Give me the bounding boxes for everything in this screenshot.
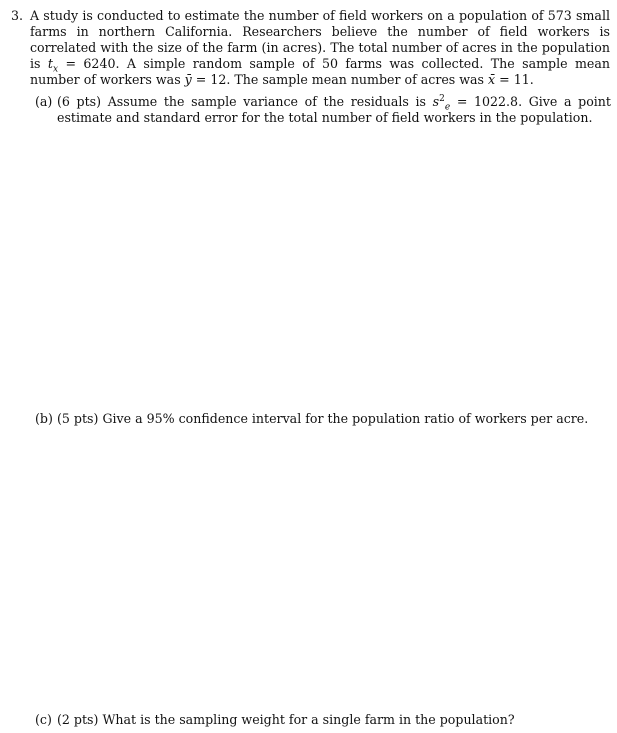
part-c-label: (c) — [35, 712, 52, 727]
part-c-text — [57, 712, 611, 728]
part-a — [35, 94, 611, 126]
part-a-points: (6 pts) — [57, 94, 102, 109]
stem-text-4: = 11. — [495, 72, 534, 87]
part-b-question: Give a 95% confidence interval for the population ratio of workers per acre. — [102, 411, 589, 426]
part-b-label: (b) — [35, 411, 53, 426]
part-c — [35, 712, 611, 728]
ybar-symbol: ȳ — [184, 72, 192, 87]
part-a-text — [57, 94, 611, 126]
tx-subscript: x — [52, 64, 59, 75]
part-a-text-2: = 1022.8. Give a point estimate and standard error for the total number of field workers in the population. — [57, 94, 611, 125]
problem-stem — [30, 8, 610, 88]
part-a-label: (a) — [35, 94, 53, 109]
part-b-text — [57, 411, 611, 427]
xbar-symbol: x̄ — [488, 72, 496, 87]
problem-number: 3. — [11, 8, 24, 23]
part-c-question: What is the sampling weight for a single farm in the population? — [102, 712, 515, 727]
part-b — [35, 411, 611, 427]
part-c-points: (2 pts) — [57, 712, 99, 727]
part-a-text-1: Assume the sample variance of the residuals is — [107, 94, 433, 109]
tx-symbol: t — [47, 56, 53, 71]
s-subscript: e — [444, 102, 451, 113]
s-superscript: 2 — [439, 93, 445, 104]
stem-text-2: = 6240. A simple random sample of 50 farms was collected. The sample mean number of workers was — [30, 56, 610, 87]
part-b-points: (5 pts) — [57, 411, 99, 426]
stem-text-1: A study is conducted to estimate the number of field workers on a population of 573 small farms in northern California. Researchers believe the number of field workers is correlated with the size of the farm (in acres). The total number of acres in the population is — [30, 8, 610, 71]
s-symbol: s — [432, 94, 440, 109]
stem-text-3: = 12. The sample mean number of acres was — [191, 72, 489, 87]
